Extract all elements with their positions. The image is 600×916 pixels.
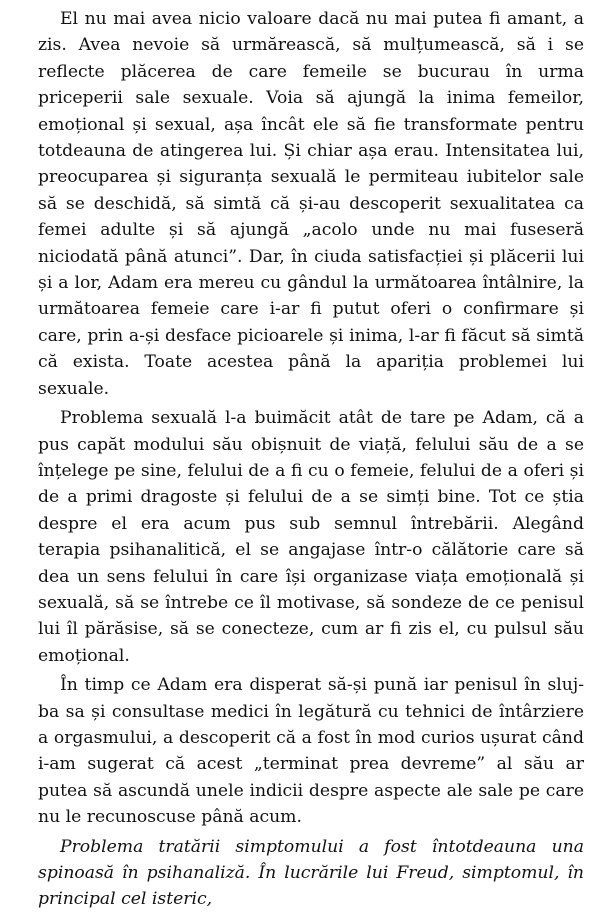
paragraph-3: În timp ce Adam era disperat să-și pună iar penisul în slujba sa și consultase medici în legătură cu tehnici de întârziere a orgasmului, a descoperit că a fost în mod curios ușurat când i-am sugerat că acest „terminat prea devreme” al său ar putea să ascundă unele indicii despre aspecte ale sale pe care nu le recunoscuse până acum. [38, 675, 584, 828]
paragraph-4-italic: Problema tratării simptomului a fost întotdeauna una spinoasă în psihanaliză. În lucrările lui Freud, simptomul, în principal cel isteric, [38, 836, 584, 910]
paragraph-2: Problema sexuală l-a buimăcit atât de tare pe Adam, că a pus capăt modului său obișnuit de viață, felului său de a se înțelege pe sine, felului de a fi cu o femeie, felului de a oferi și de a primi dragoste și felului de a se simți bine. Tot ce știa despre el era acum pus sub semnul întrebării. Alegând terapia psihanalitică, el se angajase într-o călătorie care să dea un sens felului în care își organizase viața emoțională și sexuală, să se întrebe ce îl motivase, să sondeze de ce penisul lui îl părăsise, să se conecteze, cum ar fi zis el, cu pulsul său emoțional. [38, 408, 584, 666]
book-page [38, 6, 584, 916]
paragraph-1: El nu mai avea nicio valoare dacă nu mai putea fi amant, a zis. Avea nevoie să urmărească, să mulțumească, să i se reflecte plăcerea de care femeile se bucurau în urma priceperii sale sexuale. Voia să ajungă la inima femeilor, emoțional și sexual, așa încât ele să fie transformate pentru totdeauna de atingerea lui. Și chiar așa erau. Intensitatea lui, preocuparea și siguranța sexuală le permiteau iubitelor sale să se deschidă, să simtă că și-au descoperit sexualitatea ca femei adulte și să ajungă „acolo unde nu mai fuseseră niciodată până atunci”. Dar, în ciuda satisfacției și plăcerii lui și a lor, Adam era mereu cu gândul la următoarea întâlnire, la următoarea femeie care i-ar fi putut oferi o confirmare și care, prin a-și desface picioarele și inima, l-ar fi făcut să simtă că exista. Toate acestea până la apariția problemei lui sexuale. [38, 9, 584, 399]
